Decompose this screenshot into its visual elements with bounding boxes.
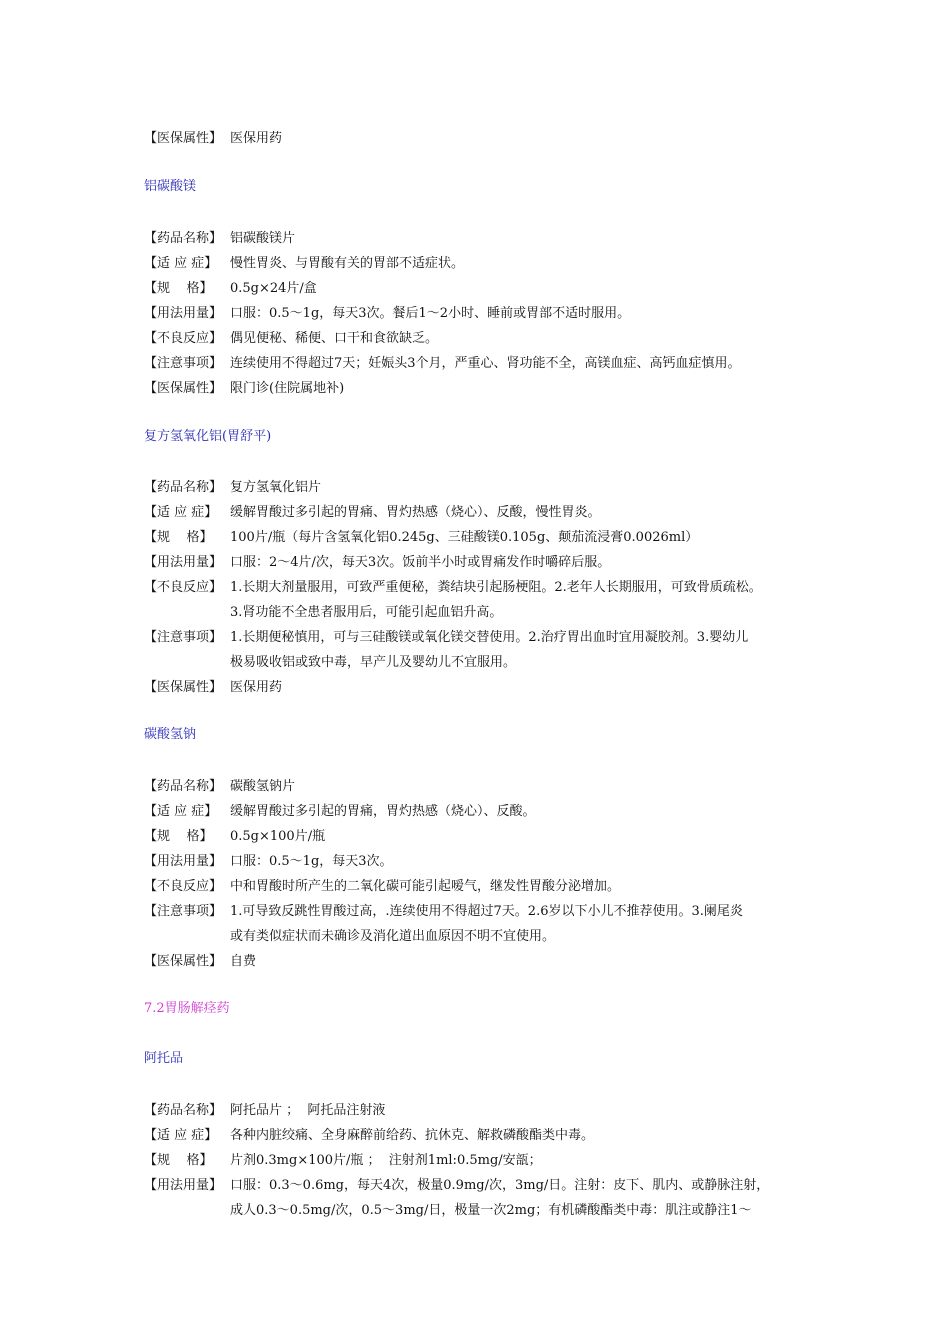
- field-label: 【药品名称】: [144, 779, 223, 794]
- field-value: 各种内脏绞痛、全身麻醉前给药、抗休克、解救磷酸酯类中毒。: [230, 1128, 595, 1143]
- drug-title: 铝碳酸镁: [144, 179, 197, 194]
- field-label: 【药品名称】: [144, 231, 223, 246]
- field-value-continued: 极易吸收铝或致中毒，早产儿及婴幼儿不宜服用。: [230, 655, 517, 670]
- field-label: 【不良反应】: [144, 331, 223, 346]
- drug-row: [144, 226, 834, 251]
- drug-row: [144, 675, 834, 700]
- field-value: 缓解胃酸过多引起的胃痛、胃灼热感（烧心）、反酸，慢性胃炎。: [230, 505, 601, 520]
- drug-row: [144, 1148, 834, 1173]
- field-value: 0.5g×100片/瓶: [230, 829, 326, 844]
- field-value-continued: 成人0.3～0.5mg/次，0.5～3mg/日，极量一次2mg；有机磷酸酯类中毒：肌注或静注1～: [230, 1203, 752, 1218]
- field-value: 缓解胃酸过多引起的胃痛，胃灼热感（烧心）、反酸。: [230, 804, 536, 819]
- drug-row: [144, 949, 834, 974]
- top-insurance-row: [144, 126, 834, 151]
- drug-row: [144, 1123, 834, 1148]
- field-value: 100片/瓶（每片含氢氧化铝0.245g、三硅酸镁0.105g、颠茄流浸膏0.0026ml）: [230, 530, 699, 545]
- field-label: 【适 应 症】: [144, 804, 218, 819]
- field-value: 限门诊(住院属地补): [230, 381, 345, 396]
- field-label: 【注意事项】: [144, 356, 223, 371]
- field-label: 【药品名称】: [144, 480, 223, 495]
- field-value: 偶见便秘、稀便、口干和食欲缺乏。: [230, 331, 439, 346]
- field-label: 【用法用量】: [144, 555, 223, 570]
- field-value: 口服：0.3～0.6mg，每天4次，极量0.9mg/次，3mg/日。注射：皮下、肌内、或静脉注射，: [230, 1178, 770, 1193]
- field-label: 【规 格】: [144, 1153, 213, 1168]
- field-label: 【医保属性】: [144, 954, 223, 969]
- drug-row: [144, 500, 834, 525]
- drug-row: [144, 475, 834, 500]
- field-value: 中和胃酸时所产生的二氧化碳可能引起嗳气，继发性胃酸分泌增加。: [230, 879, 621, 894]
- drug-row: [144, 799, 834, 824]
- drug-row: [144, 774, 834, 799]
- field-value: 自费: [230, 954, 257, 969]
- drug-row: [144, 899, 834, 949]
- drug-row: [144, 525, 834, 550]
- field-label: 【注意事项】: [144, 904, 223, 919]
- field-value-continued: 或有类似症状而未确诊及消化道出血原因不明不宜使用。: [230, 929, 556, 944]
- drug-title: 碳酸氢钠: [144, 727, 197, 742]
- field-value: 口服：0.5～1g，每天3次。餐后1～2小时、睡前或胃部不适时服用。: [230, 306, 631, 321]
- field-label: 【注意事项】: [144, 630, 223, 645]
- drug-row: [144, 326, 834, 351]
- field-label: 【用法用量】: [144, 1178, 223, 1193]
- field-value: 医保用药: [230, 131, 283, 146]
- drug-row: [144, 1173, 834, 1223]
- drug-title: 阿托品: [144, 1051, 184, 1066]
- drug-row: [144, 849, 834, 874]
- field-label: 【不良反应】: [144, 879, 223, 894]
- drug-row: [144, 301, 834, 326]
- field-value: 医保用药: [230, 680, 283, 695]
- field-label: 【规 格】: [144, 530, 213, 545]
- field-label: 【医保属性】: [144, 680, 223, 695]
- field-label: 【药品名称】: [144, 1103, 223, 1118]
- drug-row: [144, 251, 834, 276]
- field-value: 复方氢氧化铝片: [230, 480, 322, 495]
- field-value: 口服：2～4片/次，每天3次。饭前半小时或胃痛发作时嚼碎后服。: [230, 555, 611, 570]
- field-value-continued: 3.肾功能不全患者服用后，可能引起血铝升高。: [230, 605, 503, 620]
- drug-row: [144, 376, 834, 401]
- field-label: 【适 应 症】: [144, 1128, 218, 1143]
- field-label: 【用法用量】: [144, 306, 223, 321]
- field-value: 阿托品片 ； 阿托品注射液: [230, 1103, 386, 1118]
- field-label: 【医保属性】: [144, 131, 223, 146]
- field-value: 铝碳酸镁片: [230, 231, 296, 246]
- field-value: 口服：0.5～1g，每天3次。: [230, 854, 393, 869]
- section-heading: 7.2胃肠解痉药: [144, 1001, 230, 1016]
- drug-row: [144, 625, 834, 675]
- drug-row: [144, 824, 834, 849]
- drug-row: [144, 351, 834, 376]
- field-value: 1.可导致反跳性胃酸过高，.连续使用不得超过7天。2.6岁以下小儿不推荐使用。3.阑尾炎: [230, 904, 743, 919]
- field-label: 【医保属性】: [144, 381, 223, 396]
- drug-row: [144, 575, 834, 625]
- field-value: 慢性胃炎、与胃酸有关的胃部不适症状。: [230, 256, 465, 271]
- drug-row: [144, 874, 834, 899]
- field-label: 【适 应 症】: [144, 256, 218, 271]
- field-label: 【规 格】: [144, 281, 213, 296]
- field-value: 片剂0.3mg×100片/瓶 ； 注射剂1ml:0.5mg/安瓿；: [230, 1153, 542, 1168]
- drug-row: [144, 550, 834, 575]
- field-value: 1.长期便秘慎用，可与三硅酸镁或氧化镁交替使用。2.治疗胃出血时宜用凝胶剂。3.婴幼儿: [230, 630, 749, 645]
- drug-row: [144, 276, 834, 301]
- field-label: 【适 应 症】: [144, 505, 218, 520]
- field-label: 【规 格】: [144, 829, 213, 844]
- field-value: 0.5g×24片/盒: [230, 281, 317, 296]
- drug-row: [144, 1098, 834, 1123]
- field-label: 【不良反应】: [144, 580, 223, 595]
- field-value: 1.长期大剂量服用，可致严重便秘，粪结块引起肠梗阻。2.老年人长期服用，可致骨质疏松。: [230, 580, 762, 595]
- field-label: 【用法用量】: [144, 854, 223, 869]
- drug-title: 复方氢氧化铝(胃舒平): [144, 429, 272, 444]
- field-value: 连续使用不得超过7天；妊娠头3个月，严重心、肾功能不全，高镁血症、高钙血症慎用。: [230, 356, 741, 371]
- field-value: 碳酸氢钠片: [230, 779, 296, 794]
